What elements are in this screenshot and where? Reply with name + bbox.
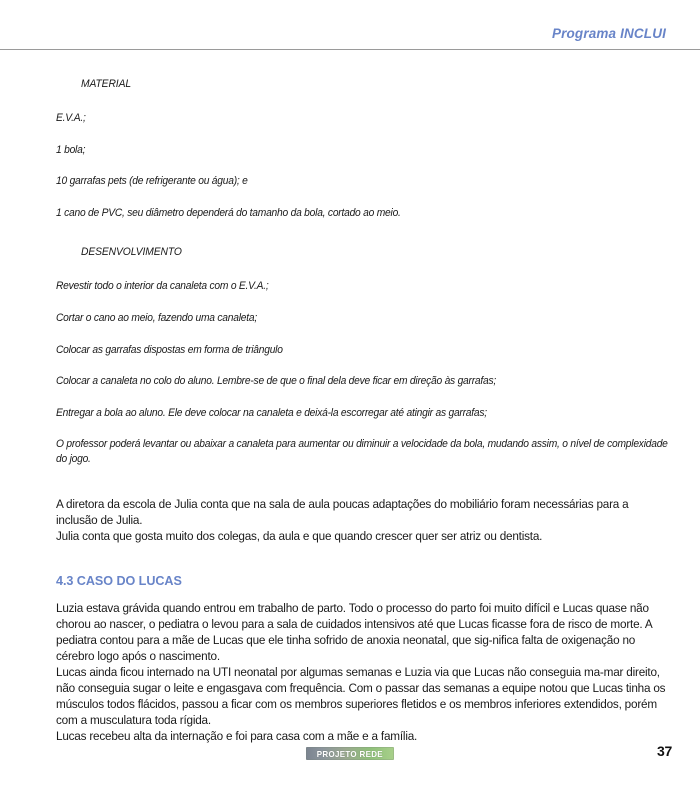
header-divider <box>0 49 700 50</box>
development-item: Entregar a bola ao aluno. Ele deve colocar na canaleta e deixá-la escorregar até atingir as garrafas; <box>56 406 487 419</box>
material-item: 1 cano de PVC, seu diâmetro dependerá do tamanho da bola, cortado ao meio. <box>56 206 401 219</box>
lucas-paragraph-1: Luzia estava grávida quando entrou em trabalho de parto. Todo o processo do parto foi muito difícil e Lucas quase não chorou ao nascer, o pediatra o levou para a sala de cuidados intensivos até que Lucas ficasse fora de risco de morte. A pediatra contou para a mãe de Lucas que ele tinha sofrido de anoxia neonatal, que sig-nifica falta de oxigenação no cérebro logo após o nascimento. <box>56 601 652 664</box>
development-item: Cortar o cano ao meio, fazendo uma canaleta; <box>56 311 257 324</box>
page-content <box>56 78 669 745</box>
development-item: Colocar a canaleta no colo do aluno. Lembre-se de que o final dela deve ficar em direção às garrafas; <box>56 375 497 388</box>
development-item: Colocar as garrafas dispostas em forma de triângulo <box>56 343 283 356</box>
projeto-rede-logo <box>306 747 394 760</box>
development-item: O professor poderá levantar ou abaixar a canaleta para aumentar ou diminuir a velocidade da bola, mudando assim, o nível de complexidade do jogo. <box>56 438 668 465</box>
section-heading-lucas: 4.3 CASO DO LUCAS <box>56 574 182 589</box>
page-footer <box>0 740 700 800</box>
material-item: E.V.A.; <box>56 112 86 124</box>
lucas-paragraph-3: Lucas recebeu alta da internação e foi para casa com a mãe e a família. <box>56 729 418 744</box>
page-number: 37 <box>657 743 672 759</box>
julia-paragraph-1: A diretora da escola de Julia conta que na sala de aula poucas adaptações do mobiliário foram necessárias para a inclusão de Julia. <box>56 496 629 527</box>
material-label: MATERIAL <box>81 78 131 90</box>
projeto-rede-logo-text: PROJETO REDE <box>316 748 384 759</box>
development-item: Revestir todo o interior da canaleta com o E.V.A.; <box>56 280 269 293</box>
julia-paragraph-2: Julia conta que gosta muito dos colegas, da aula e que quando crescer quer ser atriz ou dentista. <box>56 528 543 543</box>
material-item: 1 bola; <box>56 143 86 156</box>
material-item: 10 garrafas pets (de refrigerante ou água); e <box>56 175 248 188</box>
page-header <box>0 0 700 50</box>
lucas-paragraph-2: Lucas ainda ficou internado na UTI neonatal por algumas semanas e Luzia via que Lucas não conseguia ma-mar direito, não conseguia sugar o leite e engasgava com frequência. Com o passar das semanas a equipe notou que Lucas tinha os músculos todos flácidos, passou a ficar com os membros superiores fletidos e os membros inferiores extendidos, porém com a musculatura toda rígida. <box>56 665 666 728</box>
header-title: Programa INCLUI <box>551 26 666 41</box>
development-label: DESENVOLVIMENTO <box>81 246 182 259</box>
